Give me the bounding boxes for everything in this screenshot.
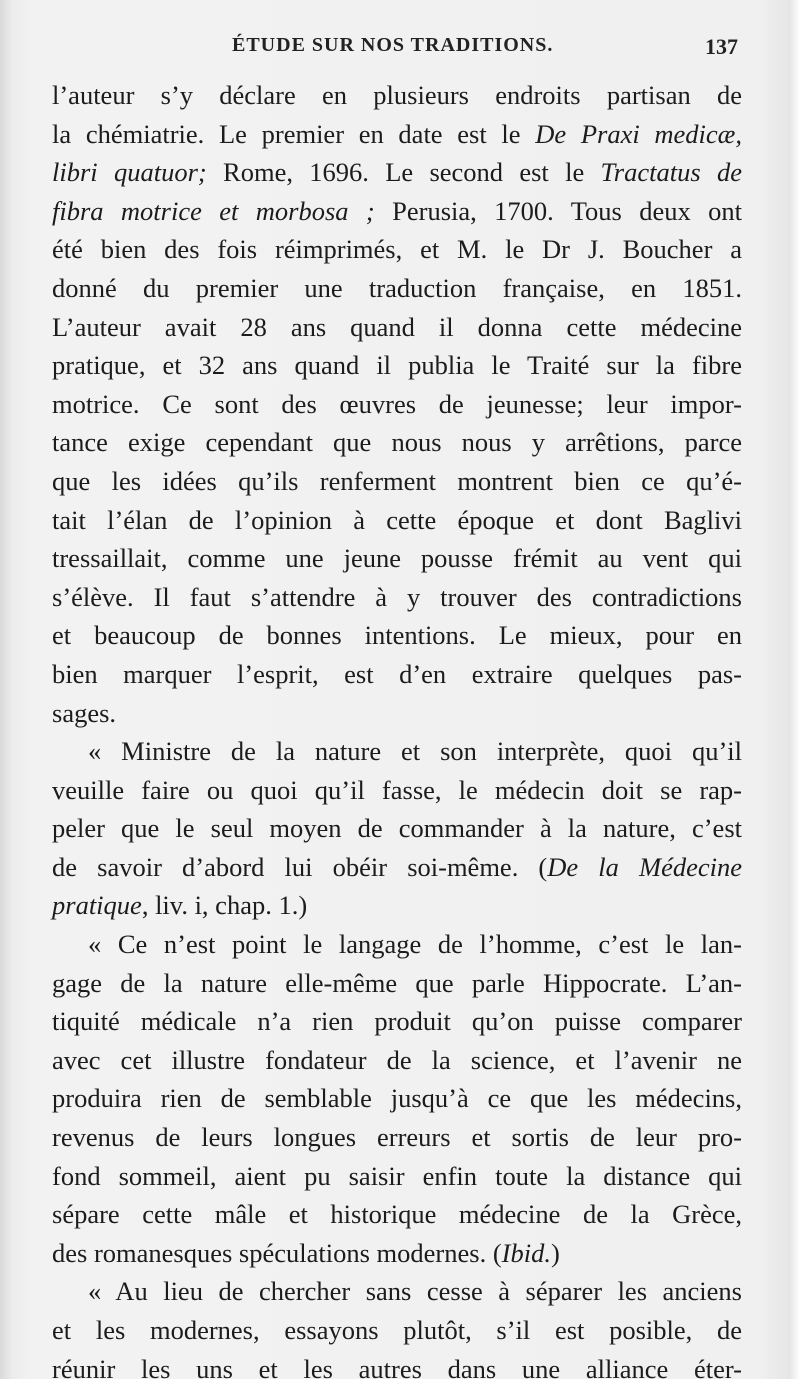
- page-number: 137: [705, 34, 738, 59]
- text-segment: bien marquer l’esprit, est d’en extraire quelques pas-: [52, 658, 742, 689]
- text-line: [52, 501, 742, 540]
- italic-text-segment: De Praxi medicæ,: [535, 118, 742, 149]
- text-segment: que les idées qu’ils renferment montrent bien ce qu’é-: [52, 465, 742, 496]
- text-line: [52, 1041, 742, 1080]
- text-line: [52, 1118, 742, 1157]
- running-title: ÉTUDE SUR NOS TRADITIONS.: [232, 34, 554, 56]
- text-line: [52, 616, 742, 655]
- text-line: [52, 1157, 742, 1196]
- text-line: [52, 694, 742, 733]
- text-line: [52, 462, 742, 501]
- text-segment: tance exige cependant que nous nous y arrêtions, parce: [52, 427, 742, 458]
- text-line: [52, 308, 742, 347]
- text-segment: pratique, et 32 ans quand il publia le Traité sur la fibre: [52, 350, 742, 381]
- italic-text-segment: fibra motrice et morbosa ;: [52, 195, 375, 226]
- page-header: [52, 34, 742, 74]
- text-segment: « Au lieu de chercher sans cesse à séparer les anciens: [88, 1276, 742, 1307]
- italic-text-segment: pratique: [52, 890, 142, 921]
- text-segment: la chémiatrie. Le premier en date est le: [52, 118, 536, 149]
- text-segment: donné du premier une traduction française, en 1851.: [52, 272, 742, 303]
- text-line: [52, 346, 742, 385]
- text-segment: Rome, 1696. Le second est le: [206, 157, 601, 188]
- text-segment: Perusia, 1700. Tous deux ont: [374, 195, 742, 226]
- text-segment: L’auteur avait 28 ans quand il donna cette médecine: [52, 311, 742, 342]
- text-line: [52, 385, 742, 424]
- text-line: [52, 771, 742, 810]
- text-line: [52, 886, 742, 925]
- text-line: [52, 655, 742, 694]
- italic-text-segment: Ibid.: [501, 1237, 551, 1268]
- body-text: [52, 76, 742, 1379]
- text-line: [52, 964, 742, 1003]
- text-segment: été bien des fois réimprimés, et M. le Dr J. Boucher a: [52, 234, 742, 265]
- text-line: [52, 230, 742, 269]
- text-segment: de savoir d’abord lui obéir soi-même. (: [52, 851, 548, 882]
- text-line: [52, 192, 742, 231]
- italic-text-segment: libri quatuor;: [52, 157, 207, 188]
- text-segment: des romanesques spéculations modernes. (: [52, 1237, 502, 1268]
- text-line: [52, 1272, 742, 1311]
- text-segment: sages.: [52, 697, 117, 728]
- text-segment: ): [550, 1237, 560, 1268]
- text-line: [52, 809, 742, 848]
- text-segment: et les modernes, essayons plutôt, s’il est posible, de: [52, 1315, 742, 1345]
- text-line: [52, 76, 742, 115]
- text-segment: et beaucoup de bonnes intentions. Le mieux, pour en: [52, 620, 742, 651]
- text-line: [52, 848, 742, 887]
- text-segment: fond sommeil, aient pu saisir enfin toute la distance qui: [52, 1160, 742, 1191]
- text-line: [52, 269, 742, 308]
- text-segment: revenus de leurs longues erreurs et sortis de leur pro-: [52, 1122, 742, 1153]
- text-segment: « Ministre de la nature et son interprète, quoi qu’il: [88, 736, 742, 767]
- text-segment: tait l’élan de l’opinion à cette époque et dont Baglivi: [52, 504, 742, 535]
- text-line: [52, 1350, 742, 1379]
- text-segment: , liv. i, chap. 1.): [141, 890, 308, 921]
- text-line: [52, 1234, 742, 1273]
- text-line: [52, 1079, 742, 1118]
- text-line: [52, 539, 742, 578]
- text-segment: peler que le seul moyen de commander à la nature, c’est: [52, 813, 742, 844]
- text-segment: produira rien de semblable jusqu’à ce que les médecins,: [52, 1083, 742, 1114]
- text-line: [52, 423, 742, 462]
- italic-text-segment: Tractatus de: [600, 157, 742, 188]
- text-segment: sépare cette mâle et historique médecine de la Grèce,: [52, 1199, 742, 1230]
- text-segment: « Ce n’est point le langage de l’homme, c’est le lan-: [88, 929, 742, 960]
- text-segment: tressaillait, comme une jeune pousse frémit au vent qui: [52, 543, 742, 574]
- text-segment: avec cet illustre fondateur de la science, et l’avenir ne: [52, 1044, 742, 1075]
- text-line: [52, 1002, 742, 1041]
- text-line: [52, 1195, 742, 1234]
- text-line: [52, 1311, 742, 1350]
- text-segment: l’auteur s’y déclare en plusieurs endroits partisan de: [52, 80, 742, 110]
- text-line: [52, 578, 742, 617]
- text-line: [52, 925, 742, 964]
- text-line: [52, 153, 742, 192]
- text-segment: réunir les uns et les autres dans une alliance éter-: [52, 1353, 742, 1379]
- text-line: [52, 732, 742, 771]
- text-segment: veuille faire ou quoi qu’il fasse, le médecin doit se rap-: [52, 774, 742, 805]
- text-segment: gage de la nature elle-même que parle Hippocrate. L’an-: [52, 967, 742, 998]
- italic-text-segment: De la Médecine: [547, 851, 742, 882]
- text-line: [52, 115, 742, 154]
- text-segment: s’élève. Il faut s’attendre à y trouver des contradictions: [52, 581, 742, 612]
- text-segment: motrice. Ce sont des œuvres de jeunesse; leur impor-: [52, 388, 742, 419]
- text-segment: tiquité médicale n’a rien produit qu’on puisse comparer: [52, 1006, 742, 1037]
